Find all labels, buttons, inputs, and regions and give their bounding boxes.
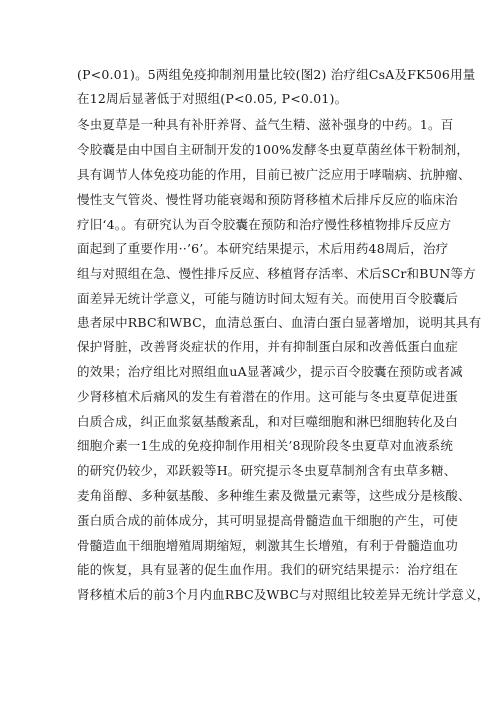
text-line: (P<0.01)。5两组免疫抑制剂用量比较(图2) 治疗组CsA及FK506用量 [77,67,476,82]
text-line: 细胞介素一1生成的免疫抑制作用相关’8现阶段冬虫夏草对血液系统 [77,438,454,453]
text-line: 冬虫夏草是一种具有补肝养肾、益气生精、滋补强身的中药。1。百 [77,117,454,132]
text-line: 能的恢复，具有显著的促生血作用。我们的研究结果提示：治疗组在 [77,562,459,577]
text-line: 肾移植术后的前3个月内血RBC及WBC与对照组比较差异无统计学意义， [77,587,490,602]
text-line: 令胶囊是由中国自主研制开发的100%发酵冬虫夏草菌丝体干粉制剂， [77,142,470,157]
text-line: 组与对照组在急、慢性排斥反应、移植肾存活率、术后SCr和BUN等方 [77,266,476,281]
text-line: 面差异无统计学意义，可能与随访时间太短有关。而使用百令胶囊后 [77,291,459,306]
text-line: 具有调节人体免疫功能的作用，目前已被广泛应用于哮喘病、抗肿瘤、 [77,167,471,182]
text-line: 患者尿中RBC和WBC，血清总蛋白、血清白蛋白显著增加，说明其具有 [77,315,482,330]
text-line: 蛋白质合成的前体成分，其可明显提高骨髓造血干细胞的产生，可使 [77,513,459,528]
text-line: 的效果；治疗组比对照组血uA显著减少，提示百令胶囊在预防或者减 [77,364,463,379]
text-line: 疗旧‘4。。有研究认为百令胶囊在预防和治疗慢性移植物排斥反应方 [77,217,452,232]
text-line: 慢性支气管炎、慢性肾功能衰竭和预防肾移植术后排斥反应的临床治 [77,192,459,207]
text-line: 面起到了重要作用··’6’。本研究结果提示，术后用药48周后，治疗 [77,241,449,256]
text-line: 在12周后显著低于对照组(P<0.05, P<0.01)。 [77,91,348,106]
text-line: 骨髓造血干细胞增殖周期缩短，刺激其生长增殖，有利于骨髓造血功 [77,538,459,553]
text-line: 的研究仍较少，邓跃毅等H。研究提示冬虫夏草制剂含有虫草多糖、 [77,463,457,478]
text-line: 白质合成，纠正血浆氨基酸紊乱，和对巨噬细胞和淋巴细胞转化及白 [77,414,459,429]
text-line: 少肾移植术后痛风的发生有着潜在的作用。这可能与冬虫夏草促进蛋 [77,389,459,404]
text-line: 保护肾脏，改善肾炎症状的作用，并有抑制蛋白尿和改善低蛋白血症 [77,339,459,354]
text-line: 麦角甾醇、多种氨基酸、多种维生素及微量元素等，这些成分是核酸、 [77,488,471,503]
